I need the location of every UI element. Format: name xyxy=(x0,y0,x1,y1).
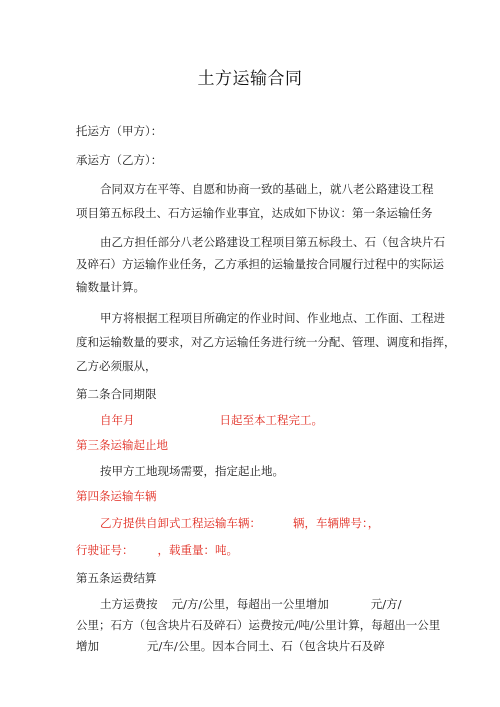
article2-text-a: 自年月 xyxy=(100,413,135,427)
article4-line-1b: 辆，车辆牌号：， xyxy=(293,516,380,530)
article1-line-3: 输数量计算。 xyxy=(76,280,145,294)
article5-line-1 xyxy=(100,597,460,611)
article5-line-1c: 元/方/ xyxy=(370,597,402,611)
document-title: 土方运输合同 xyxy=(197,69,303,89)
article2-text xyxy=(100,413,460,427)
article2-text-b: 日起至本工程完工。 xyxy=(219,413,323,427)
intro-line-1: 合同双方在平等、自愿和协商一致的基础上，就八老公路建设工程 xyxy=(100,182,434,196)
intro-line-2: 项目第五标段土、石方运输作业事宜，达成如下协议：第一条运输任务 xyxy=(76,206,433,220)
article5-heading: 第五条运费结算 xyxy=(76,571,157,585)
article1-para2-line-2: 度和运输数量的要求，对乙方运输任务进行统一分配、管理、调度和指挥， xyxy=(76,335,456,349)
article4-heading: 第四条运输车辆 xyxy=(76,489,157,503)
article4-line-2a: 行驶证号： xyxy=(76,543,134,557)
article2-heading: 第二条合同期限 xyxy=(76,387,157,401)
article5-line-1b: 元/方/公里，每超出一公里增加 xyxy=(171,597,329,611)
article4-line-2b: ，载重量：吨。 xyxy=(157,543,238,557)
article1-para2-line-1: 甲方将根据工程项目所确定的作业时间、作业地点、工作面、工程进 xyxy=(100,311,445,325)
party-b-line: 承运方（乙方）： xyxy=(76,153,163,167)
article4-line-1a: 乙方提供自卸式工程运输车辆： xyxy=(100,516,261,530)
article3-text: 按甲方工地现场需要，指定起止地。 xyxy=(100,464,284,478)
article4-line-1 xyxy=(100,516,460,530)
article5-line-1a: 土方运费按 xyxy=(100,597,158,611)
article5-line-2: 公里；石方（包含块片石及碎石）运费按元/吨/公里计算，每超出一公里 xyxy=(76,618,441,632)
article4-line-2 xyxy=(76,543,436,557)
article1-line-1: 由乙方担任部分八老公路建设工程项目第五标段土、石（包含块片石 xyxy=(100,235,445,249)
article5-line-3a: 增加 xyxy=(76,639,99,653)
article1-line-2: 及碎石）方运输作业任务，乙方承担的运输量按合同履行过程中的实际运 xyxy=(76,257,444,271)
article5-line-3b: 元/车/公里。因本合同土、石（包含块片石及碎 xyxy=(147,639,385,653)
article3-heading: 第三条运输起止地 xyxy=(76,438,168,452)
party-a-line: 托运方（甲方）： xyxy=(76,124,163,138)
article1-para2-line-3: 乙方必须服从， xyxy=(76,359,157,373)
article5-line-3 xyxy=(76,639,436,653)
